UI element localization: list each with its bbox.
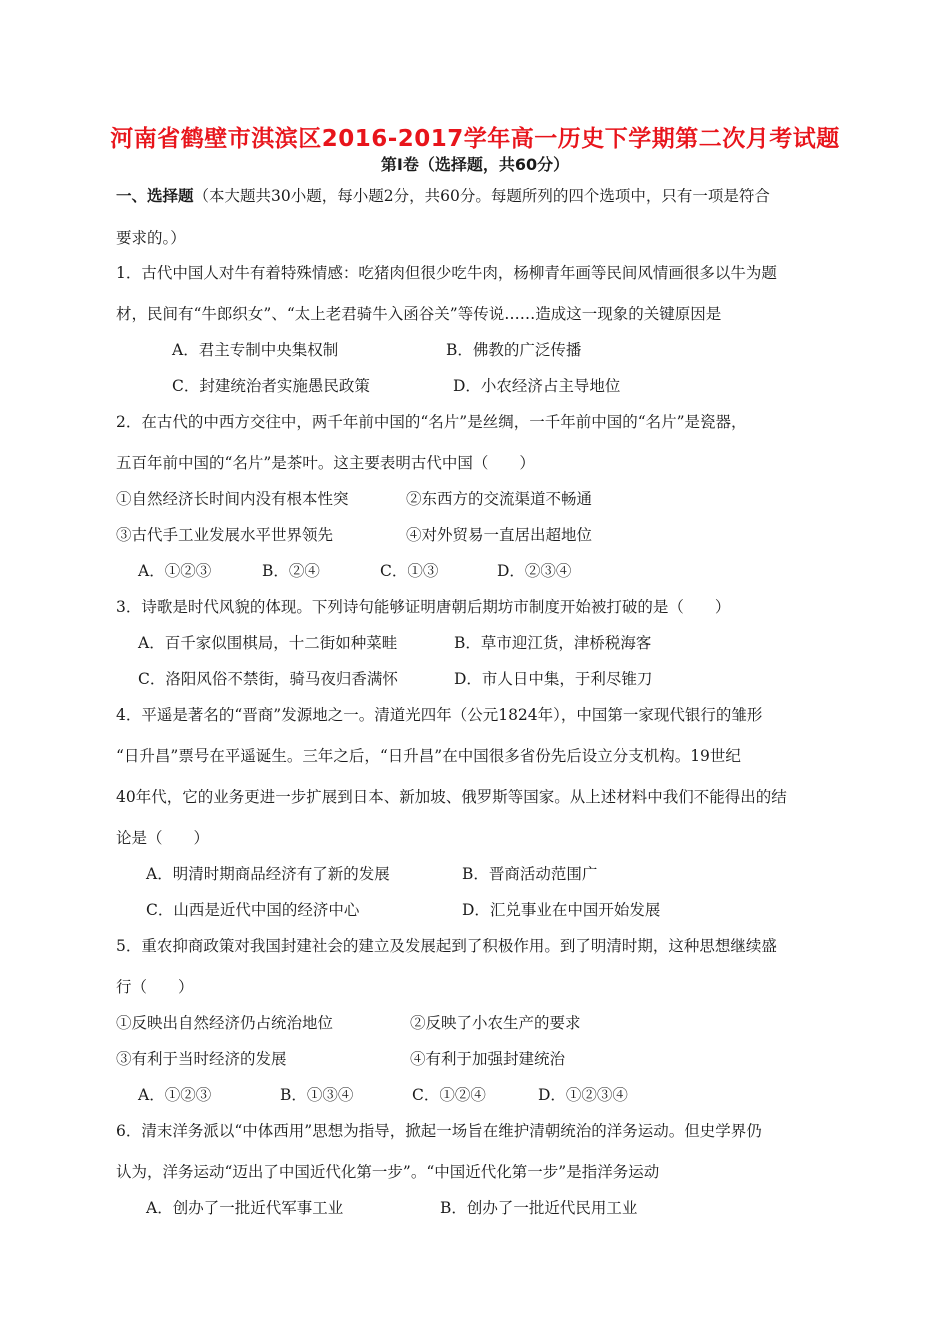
q5-option-a: A．①②③	[138, 1086, 212, 1104]
section-desc-1: （本大题共30小题，每小题2分，共60分。每题所列的四个选项中，只有一项是符合	[193, 187, 770, 205]
q3-option-a: A．百千家似围棋局，十二街如种菜畦	[138, 634, 398, 652]
q4-option-c: C．山西是近代中国的经济中心	[146, 901, 360, 919]
q5-statement-4: ④有利于加强封建统治	[410, 1050, 566, 1068]
q6-option-a: A．创办了一批近代军事工业	[146, 1199, 344, 1217]
q6-stem-1: 6．清末洋务派以“中体西用”思想为指导，掀起一场旨在维护清朝统治的洋务运动。但史学界仍	[116, 1122, 762, 1140]
q5-stem-1: 5．重农抑商政策对我国封建社会的建立及发展起到了积极作用。到了明清时期，这种思想继续盛	[116, 937, 777, 955]
q5-stem-2: 行（ ）	[116, 978, 194, 996]
q4-stem-4: 论是（ ）	[116, 829, 210, 847]
q2-statement-1: ①自然经济长时间内没有根本性突	[116, 490, 349, 508]
q3-option-c: C．洛阳风俗不禁街，骑马夜归香满怀	[138, 670, 398, 688]
q2-stem-2: 五百年前中国的“名片”是茶叶。这主要表明古代中国（ ）	[116, 454, 535, 472]
q4-stem-3: 40年代，它的业务更进一步扩展到日本、新加坡、俄罗斯等国家。从上述材料中我们不能得出的结	[116, 788, 787, 806]
q2-statement-4: ④对外贸易一直居出超地位	[406, 526, 593, 544]
q5-option-c: C．①②④	[412, 1086, 486, 1104]
q1-stem-2: 材，民间有“牛郎织女”、“太上老君骑牛入函谷关”等传说……造成这一现象的关键原因是	[116, 305, 722, 323]
section-instructions	[116, 186, 770, 206]
q3-stem-1: 3．诗歌是时代风貌的体现。下列诗句能够证明唐朝后期坊市制度开始被打破的是（ ）	[116, 598, 731, 616]
q2-stem-1: 2．在古代的中西方交往中，两千年前中国的“名片”是丝绸，一千年前中国的“名片”是瓷器，	[116, 413, 747, 431]
q6-option-b: B．创办了一批近代民用工业	[440, 1199, 638, 1217]
q5-statement-2: ②反映了小农生产的要求	[410, 1014, 581, 1032]
q4-option-b: B．晋商活动范围广	[462, 865, 598, 883]
q2-option-d: D．②③④	[497, 562, 572, 580]
q5-statement-3: ③有利于当时经济的发展	[116, 1050, 287, 1068]
q2-statement-3: ③古代手工业发展水平世界领先	[116, 526, 334, 544]
q2-option-c: C．①③	[380, 562, 439, 580]
q4-option-d: D．汇兑事业在中国开始发展	[462, 901, 661, 919]
q2-statement-2: ②东西方的交流渠道不畅通	[406, 490, 593, 508]
q1-option-c: C．封建统治者实施愚民政策	[172, 377, 370, 395]
q2-option-a: A．①②③	[138, 562, 212, 580]
q1-option-d: D．小农经济占主导地位	[453, 377, 621, 395]
q1-option-b: B．佛教的广泛传播	[446, 341, 582, 359]
section-heading: 一、选择题	[116, 186, 194, 205]
section-desc-2: 要求的。）	[116, 229, 186, 247]
q2-option-b: B．②④	[262, 562, 320, 580]
q4-stem-2: “日升昌”票号在平遥诞生。三年之后，“日升昌”在中国很多省份先后设立分支机构。19世纪	[116, 747, 741, 765]
q5-option-d: D．①②③④	[538, 1086, 628, 1104]
q5-option-b: B．①③④	[280, 1086, 354, 1104]
q4-stem-1: 4．平遥是著名的“晋商”发源地之一。清道光四年（公元1824年），中国第一家现代银行的雏形	[116, 706, 763, 724]
exam-title: 河南省鹤壁市淇滨区2016-2017学年高一历史下学期第二次月考试题	[110, 126, 840, 152]
q5-statement-1: ①反映出自然经济仍占统治地位	[116, 1014, 334, 1032]
q1-stem-1: 1．古代中国人对牛有着特殊情感：吃猪肉但很少吃牛肉，杨柳青年画等民间风情画很多以牛为题	[116, 264, 777, 282]
exam-subtitle: 第Ⅰ卷（选择题，共60分）	[380, 155, 570, 174]
q6-stem-2: 认为，洋务运动“迈出了中国近代化第一步”。“中国近代化第一步”是指洋务运动	[116, 1163, 660, 1181]
q3-option-b: B．草市迎江货，津桥税海客	[454, 634, 652, 652]
q3-option-d: D．市人日中集，于利尽锥刀	[454, 670, 653, 688]
q1-option-a: A．君主专制中央集权制	[172, 341, 339, 359]
q4-option-a: A．明清时期商品经济有了新的发展	[146, 865, 390, 883]
